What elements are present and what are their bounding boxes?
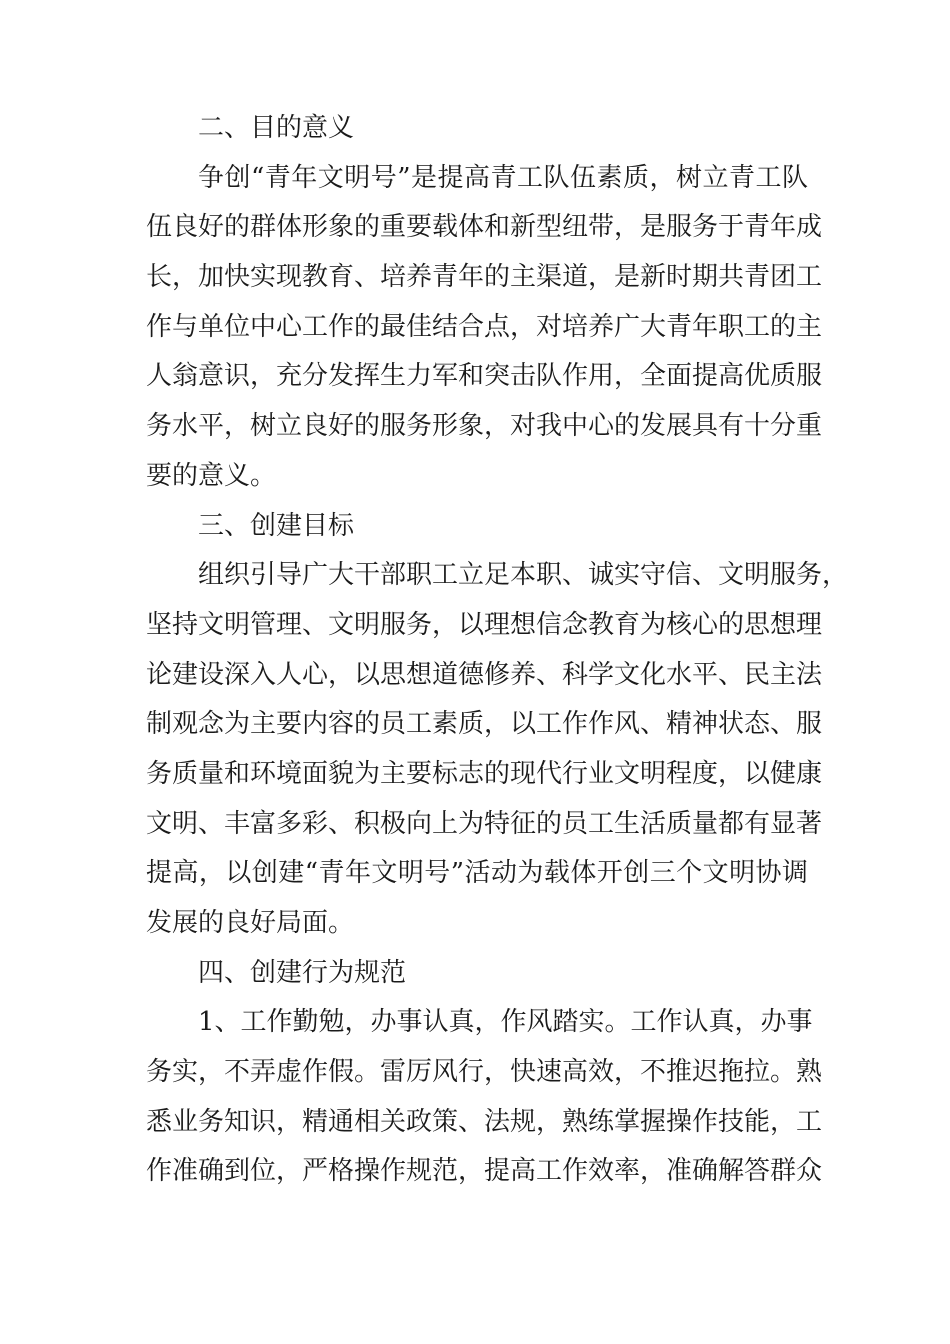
paragraph-line: 作准确到位，严格操作规范，提高工作效率，准确解答群众 bbox=[146, 1156, 823, 1187]
paragraph-line: 务实，不弄虚作假。雷厉风行，快速高效，不推迟拖拉。熟 bbox=[146, 1057, 823, 1088]
paragraph-line: 发展的良好局面。 bbox=[146, 908, 355, 938]
paragraph-line: 务质量和环境面貌为主要标志的现代行业文明程度，以健康 bbox=[146, 758, 823, 789]
paragraph-line: 务水平，树立良好的服务形象，对我中心的发展具有十分重 bbox=[146, 411, 823, 442]
paragraph-line: 争创“青年文明号”是提高青工队伍素质，树立青工队 bbox=[198, 162, 808, 193]
section-heading-conduct: 四、创建行为规范 bbox=[198, 957, 407, 988]
paragraph-line: 坚持文明管理、文明服务，以理想信念教育为核心的思想理 bbox=[146, 609, 823, 640]
section-heading-purpose: 二、目的意义 bbox=[198, 113, 355, 143]
section-heading-goals: 三、创建目标 bbox=[198, 510, 355, 541]
paragraph-line: 长，加快实现教育、培养青年的主渠道，是新时期共青团工 bbox=[146, 262, 823, 293]
document-body bbox=[146, 104, 849, 1197]
paragraph-line: 提高，以创建“青年文明号”活动为载体开创三个文明协调 bbox=[146, 858, 808, 889]
paragraph-line: 要的意义。 bbox=[146, 460, 277, 491]
paragraph-line: 组织引导广大干部职工立足本职、诚实守信、文明服务， bbox=[198, 560, 849, 591]
paragraph-line: 作与单位中心工作的最佳结合点，对培养广大青年职工的主 bbox=[146, 311, 823, 342]
paragraph-line: 制观念为主要内容的员工素质，以工作作风、精神状态、服 bbox=[146, 709, 823, 740]
paragraph-line: 伍良好的群体形象的重要载体和新型纽带，是服务于青年成 bbox=[146, 212, 823, 243]
paragraph-line: 文明、丰富多彩、积极向上为特征的员工生活质量都有显著 bbox=[146, 808, 823, 839]
paragraph-line: 人翁意识，充分发挥生力军和突击队作用，全面提高优质服 bbox=[146, 361, 823, 392]
paragraph-line: 1、工作勤勉，办事认真，作风踏实。工作认真，办事 bbox=[198, 1007, 813, 1038]
paragraph-line: 悉业务知识，精通相关政策、法规，熟练掌握操作技能，工 bbox=[146, 1106, 823, 1137]
paragraph-line: 论建设深入人心，以思想道德修养、科学文化水平、民主法 bbox=[146, 659, 823, 690]
